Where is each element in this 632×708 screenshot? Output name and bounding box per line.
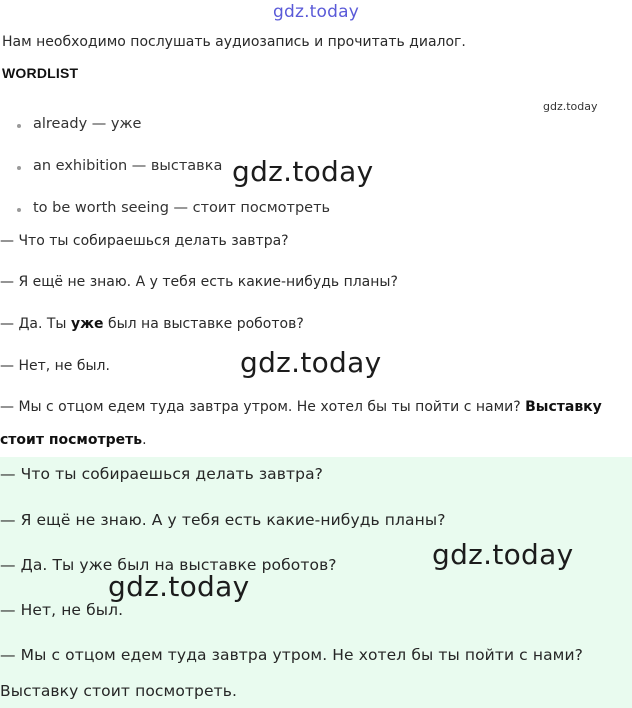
answer-line: — Я ещё не знаю. А у тебя есть какие-нибудь планы?	[0, 511, 446, 529]
dialogue-highlight: стоит посмотреть	[0, 432, 143, 448]
dialogue-line: — Я ещё не знаю. А у тебя есть какие-нибудь планы?	[0, 274, 398, 290]
answer-block	[0, 457, 632, 708]
watermark: gdz.today	[232, 155, 374, 188]
watermark: gdz.today	[240, 346, 382, 379]
dialogue-line	[0, 432, 147, 448]
dialogue-line	[0, 399, 602, 415]
wordlist-item: an exhibition — выставка	[33, 158, 223, 174]
top-watermark: gdz.today	[272, 2, 360, 22]
answer-line: — Мы с отцом едем туда завтра утром. Не хотел бы ты пойти с нами?	[0, 646, 583, 664]
wordlist-item: already — уже	[33, 116, 142, 132]
answer-line: — Нет, не был.	[0, 601, 124, 619]
bullet-icon	[17, 208, 21, 212]
wordlist-item: to be worth seeing — стоит посмотреть	[33, 200, 331, 216]
answer-line: — Да. Ты уже был на выставке роботов?	[0, 556, 337, 574]
answer-line: Выставку стоит посмотреть.	[0, 682, 237, 700]
dialogue-line: — Нет, не был.	[0, 358, 110, 374]
bullet-icon	[17, 166, 21, 170]
dialogue-text: был на выставке роботов?	[103, 316, 304, 332]
dialogue-line	[0, 316, 304, 332]
watermark: gdz.today	[432, 538, 574, 571]
wordlist-heading: WORDLIST	[2, 65, 79, 81]
watermark: gdz.today	[108, 570, 250, 603]
dialogue-text: — Мы с отцом едем туда завтра утром. Не хотел бы ты пойти с нами?	[0, 399, 526, 415]
small-watermark: gdz.today	[543, 100, 598, 113]
dialogue-line: — Что ты собираешься делать завтра?	[0, 233, 289, 249]
dialogue-text: — Да. Ты	[0, 316, 71, 332]
answer-line: — Что ты собираешься делать завтра?	[0, 465, 324, 483]
bullet-icon	[17, 124, 21, 128]
task-intro: Нам необходимо послушать аудиозапись и прочитать диалог.	[2, 34, 466, 50]
dialogue-text: .	[142, 432, 147, 448]
dialogue-highlight: Выставку	[525, 399, 602, 415]
dialogue-highlight: уже	[70, 316, 104, 332]
